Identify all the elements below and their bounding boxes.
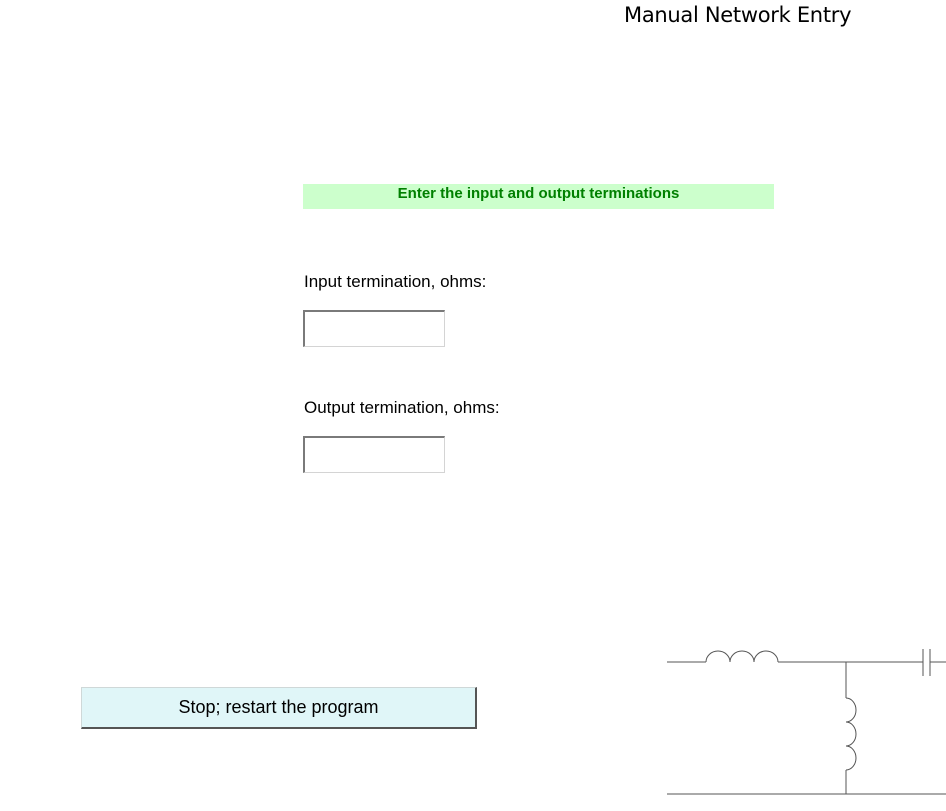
output-termination-field[interactable] [303,436,445,473]
stop-restart-button[interactable]: Stop; restart the program [81,687,477,729]
input-termination-label: Input termination, ohms: [304,272,487,291]
output-termination-label: Output termination, ohms: [304,398,500,417]
network-schematic [660,640,946,811]
series-inductor-icon [706,651,778,662]
instruction-banner [303,184,774,209]
input-termination-field[interactable] [303,310,445,347]
series-capacitor-icon [923,649,946,676]
instruction-text: Enter the input and output terminations [397,185,680,202]
shunt-inductor-icon [846,698,856,770]
window-title: Manual Network Entry [624,3,852,27]
